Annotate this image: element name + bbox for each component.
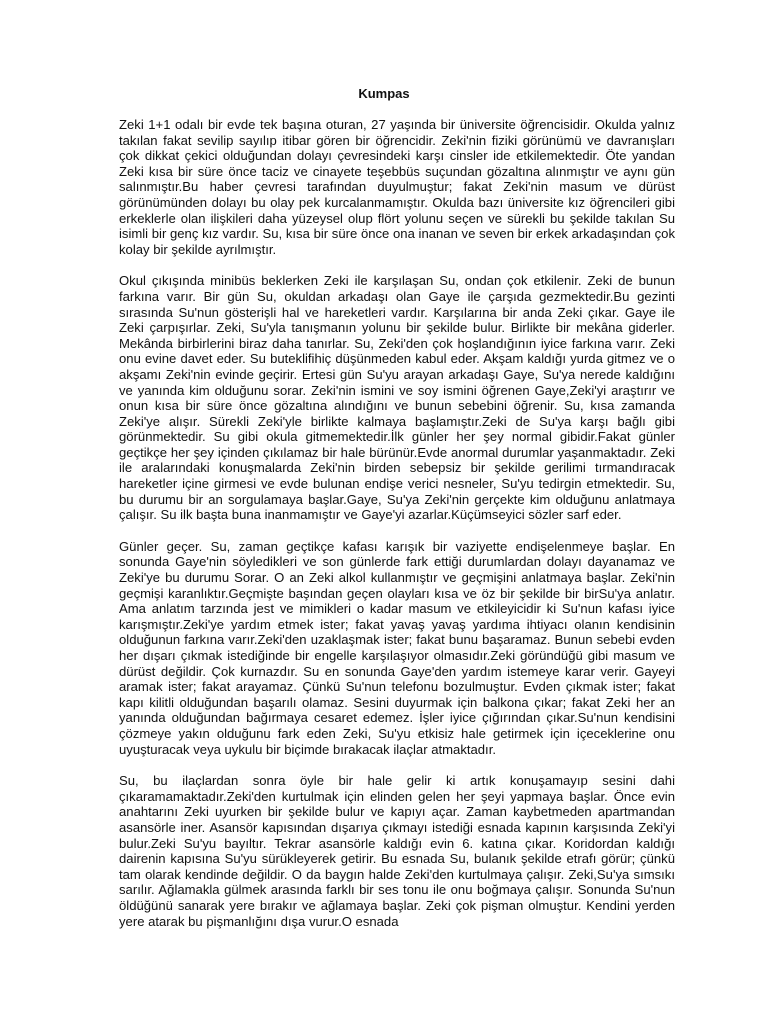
paragraph-2: Okul çıkışında minibüs beklerken Zeki ile karşılaşan Su, ondan çok etkilenir. Zeki de bunun farkına varır. Bir gün Su, okuldan arkadaşı olan Gaye ile çarşıda gezmektedir.Bu gezinti sırasında Su'nun gösterişli hal ve hareketleri vardır. Karşılarına bir anda Zeki çıkar. Gaye ile Zeki çarpışırlar. Zeki, Su'yla tanışmanın yolunu bir şekilde bulur. Birlikte bir mekâna giderler. Mekânda birbirlerini biraz daha tanırlar. Su, Zeki'den çok hoşlandığının iyice farkına varır. Zeki onu evine davet eder. Su buteklifihiç düşünmeden kabul eder. Akşam kaldığı yurda gitmez ve o akşamı Zeki'nin evinde geçirir. Ertesi gün Su'yu arayan arkadaşı Gaye, Su'ya nerede kaldığını ve yanında kim olduğunu sorar. Zeki'nin ismini ve soy ismini öğrenen Gaye,Zeki'yi araştırır ve onun kısa bir süre önce gözaltına alındığını ve bunun sebebini öğrenir. Su, kısa zamanda Zeki'ye alışır. Sürekli Zeki'yle birlikte kalmaya başlamıştır.Zeki de Su'ya karşı bağlı gibi görünmektedir. Su gibi okula gitmemektedir.İlk günler her şey normal gibidir.Fakat günler geçtikçe her şey içinden çıkılamaz bir hale bürünür.Evde anormal durumlar yaşanmaktadır. Zeki ile aralarındaki konuşmalarda Zeki'nin birden sebepsiz bir şekilde gerilimi tırmandıracak hareketler içine girmesi ve evde bulunan endişe verici nesneler, Su'yu tedirgin etmektedir. Su, bu durumu bir an sorgulamaya başlar.Gaye, Su'ya Zeki'nin gerçekte kim olduğunu anlatmaya çalışır. Su ilk başta buna inanmamıştır ve Gaye'yi azarlar.Küçümseyici sözler sarf eder. xyxy=(119,273,675,523)
document-title: Kumpas xyxy=(358,86,410,101)
paragraph-4: Su, bu ilaçlardan sonra öyle bir hale gelir ki artık konuşamayıp sesini dahi çıkaramamaktadır.Zeki'den kurtulmak için elinden gelen her şeyi yapmaya başlar. Önce evin anahtarını Zeki uyurken bir şekilde bulur ve kapıyı açar. Zaman kaybetmeden apartmandan asansörle iner. Asansör kapısından dışarıya çıkmayı istediği esnada kapının karşısında Zeki'yi bulur.Zeki Su'yu bayıltır. Tekrar asansörle kaldığı evin 6. katına çıkar. Koridordan kaldığı dairenin kapısına Su'yu sürükleyerek getirir. Bu esnada Su, bulanık şekilde etrafı görür; çünkü tam olarak kendinde değildir. O da baygın halde Zeki'den kurtulmaya çalışır. Zeki,Su'ya sımsıkı sarılır. Ağlamakla gülmek arasında farklı bir ses tonu ile onu boğmaya çalışır. Sonunda Su'nun öldüğünü sanarak yere bırakır ve ağlamaya başlar. Zeki çok pişman olmuştur. Kendini yerden yere atarak bu pişmanlığını dışa vurur.O esnada xyxy=(119,773,675,929)
document-body xyxy=(119,117,675,945)
paragraph-3: Günler geçer. Su, zaman geçtikçe kafası karışık bir vaziyette endişelenmeye başlar. En sonunda Gaye'nin söyledikleri ve son günlerde fark ettiği durumlardan dolayı dayanamaz ve Zeki'ye bu durumu Sorar. O an Zeki alkol kullanmıştır ve geçmişini anlatmaya başlar. Zeki'nin geçmişi karanlıktır.Geçmişte başından geçen olayları kısa ve öz bir şekilde bir birSu'ya anlatır. Ama anlatım tarzında jest ve mimikleri o kadar masum ve etkileyicidir ki Su'nun kafası iyice karışmıştır.Zeki'ye yardım etmek ister; fakat yavaş yavaş yardıma ihtiyacı olanın kendisinin olduğunun farkına varır.Zeki'den uzaklaşmak ister; fakat bunu başaramaz. Bunun sebebi evden her dışarı çıkmak istediğinde bir engelle karşılaşıyor olmasıdır.Zeki göründüğü gibi masum ve dürüst değildir. Çok kurnazdır. Su en sonunda Gaye'den yardım istemeye karar verir. Gayeyi aramak ister; fakat arayamaz. Çünkü Su'nun telefonu bozulmuştur. Evden çıkmak ister; fakat kapı kilitli olduğundan başarılı olamaz. Sesini duyurmak için balkona çıkar; fakat Zeki her an yanında olduğundan bağırmaya cesaret edemez. İşler iyice çığırından çıkar.Su'nun kendisini çözmeye yakın olduğunu fark eden Zeki, Su'yu etkisiz hale getirmek için içeceklerine onu uyuşturacak veya uykulu bir biçimde bırakacak ilaçlar atmaktadır. xyxy=(119,538,675,757)
paragraph-1: Zeki 1+1 odalı bir evde tek başına oturan, 27 yaşında bir üniversite öğrencisidir. Okulda yalnız takılan fakat sevilip sayılıp itibar gören bir öğrencidir. Zeki'nin fiziki görünümü ve davranışları çok dikkat çekici olduğundan dolayı çevresindeki karşı cinsler ide etkilemektedir. Öte yandan Zeki kısa bir süre önce taciz ve cinayete teşebbüs suçundan gözaltına alınmıştır ve aynı gün salınmıştır.Bu haber çevresi tarafından duyulmuştur; fakat Zeki'nin masum ve dürüst görünümünden dolayı bu olay pek kurcalanmamıştır. Okulda bazı üniversite kız öğrencileri gibi erkeklerle olan ilişkileri daha yüzeysel olup flört yolunu seçen ve sürekli bu şekilde takılan Su isimli bir genç kız vardır. Su, kısa bir süre önce ona inanan ve seven bir erkek arkadaşından çok kolay bir şekilde ayrılmıştır. xyxy=(119,117,675,257)
